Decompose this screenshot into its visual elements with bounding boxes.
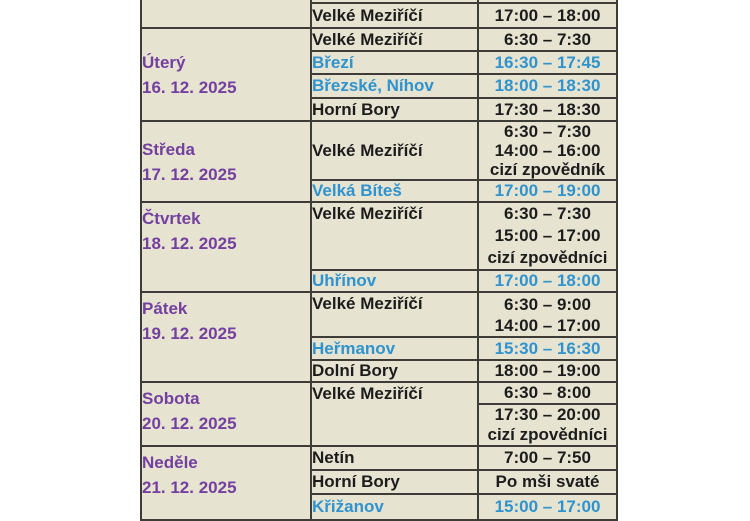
place-name: Horní Bory	[312, 99, 400, 119]
day-name: Úterý	[142, 52, 186, 72]
time-line: 17:30 – 20:00	[494, 405, 601, 424]
day-cell	[141, 292, 311, 382]
day-date: 16. 12. 2025	[142, 77, 237, 97]
place-cell	[311, 51, 478, 74]
confession-schedule-table	[140, 0, 618, 521]
time-line: cizí zpovědníci	[487, 425, 608, 444]
time-line: cizí zpovědníci	[487, 248, 608, 267]
time-cell	[478, 382, 617, 404]
day-date: 17. 12. 2025	[142, 164, 237, 184]
table-row	[141, 382, 617, 404]
time-line: 6:30 – 7:30	[504, 122, 591, 141]
day-cell	[141, 121, 311, 202]
time-line: 6:30 – 7:30	[504, 29, 591, 49]
time-line: 18:00 – 18:30	[494, 76, 601, 95]
time-line: 15:00 – 17:00	[494, 226, 601, 245]
place-name: Velké Meziříčí	[312, 384, 423, 403]
place-name: Velké Meziříčí	[312, 29, 423, 49]
time-line: 17:00 – 18:00	[494, 5, 601, 25]
place-name: Březské, Níhov	[312, 76, 434, 95]
time-cell	[478, 202, 617, 270]
table-row	[141, 202, 617, 270]
place-name: Velké Meziříčí	[312, 204, 423, 223]
day-cell	[141, 446, 311, 520]
time-cell	[478, 180, 617, 202]
place-name: Dolní Bory	[312, 361, 398, 380]
time-cell	[478, 3, 617, 28]
day-date: 18. 12. 2025	[142, 234, 237, 253]
time-line: 6:30 – 8:00	[504, 383, 591, 402]
place-name: Uhřínov	[312, 271, 377, 290]
time-line: 14:00 – 16:00	[494, 141, 601, 160]
place-cell	[311, 494, 478, 520]
place-name: Velká Bíteš	[312, 181, 402, 200]
time-cell	[478, 28, 617, 51]
place-name: Horní Bory	[312, 472, 400, 491]
time-cell	[478, 337, 617, 360]
place-cell	[311, 28, 478, 51]
day-name: Pátek	[142, 299, 188, 318]
time-cell	[478, 121, 617, 180]
day-name: Neděle	[142, 453, 198, 472]
day-cell	[141, 0, 311, 28]
time-line: Po mši svaté	[495, 472, 600, 491]
time-line: 17:00 – 18:00	[494, 271, 601, 290]
time-cell	[478, 404, 617, 446]
time-line: 15:30 – 16:30	[494, 338, 601, 358]
place-cell	[311, 382, 478, 446]
place-name: Křižanov	[312, 497, 384, 516]
time-line: 18:00 – 19:00	[494, 361, 601, 380]
place-name: Velké Meziříčí	[312, 5, 423, 25]
time-line: 7:00 – 7:50	[504, 448, 591, 467]
place-cell	[311, 360, 478, 382]
time-line: 17:30 – 18:30	[494, 99, 601, 119]
time-line: 6:30 – 9:00	[504, 294, 591, 314]
place-cell	[311, 180, 478, 202]
place-cell	[311, 337, 478, 360]
day-cell	[141, 202, 311, 292]
place-cell	[311, 74, 478, 98]
schedule-table-body	[141, 0, 617, 520]
day-name: Čtvrtek	[142, 209, 201, 228]
day-cell	[141, 28, 311, 121]
time-line: 6:30 – 7:30	[504, 204, 591, 223]
schedule-table-wrap	[140, 0, 622, 516]
place-cell	[311, 202, 478, 270]
table-row	[141, 121, 617, 180]
place-name: Březí	[312, 52, 354, 72]
time-line: 15:00 – 17:00	[494, 497, 601, 516]
day-date: 20. 12. 2025	[142, 414, 237, 433]
time-line: cizí zpovědník	[489, 160, 606, 179]
table-row	[141, 446, 617, 470]
time-cell	[478, 74, 617, 98]
time-line: 14:00 – 17:00	[494, 315, 601, 335]
day-name: Sobota	[142, 389, 200, 408]
place-name: Netín	[312, 448, 355, 467]
time-line: 17:00 – 19:00	[494, 181, 601, 200]
table-row	[141, 28, 617, 51]
time-cell	[478, 470, 617, 494]
place-name: Velké Meziříčí	[312, 294, 423, 313]
time-line: 16:30 – 17:45	[494, 52, 601, 72]
day-date: 19. 12. 2025	[142, 324, 237, 343]
day-date: 21. 12. 2025	[142, 478, 237, 497]
place-cell	[311, 121, 478, 180]
place-name: Velké Meziříčí	[312, 140, 423, 160]
time-cell	[478, 494, 617, 520]
time-cell	[478, 270, 617, 292]
place-cell	[311, 446, 478, 470]
place-cell	[311, 3, 478, 28]
day-cell	[141, 382, 311, 446]
place-cell	[311, 98, 478, 121]
place-name: Heřmanov	[312, 338, 396, 358]
table-row	[141, 292, 617, 337]
time-cell	[478, 360, 617, 382]
time-cell	[478, 98, 617, 121]
place-cell	[311, 292, 478, 337]
place-cell	[311, 470, 478, 494]
place-cell	[311, 270, 478, 292]
time-cell	[478, 51, 617, 74]
time-cell	[478, 446, 617, 470]
time-cell	[478, 292, 617, 337]
day-name: Středa	[142, 139, 195, 159]
